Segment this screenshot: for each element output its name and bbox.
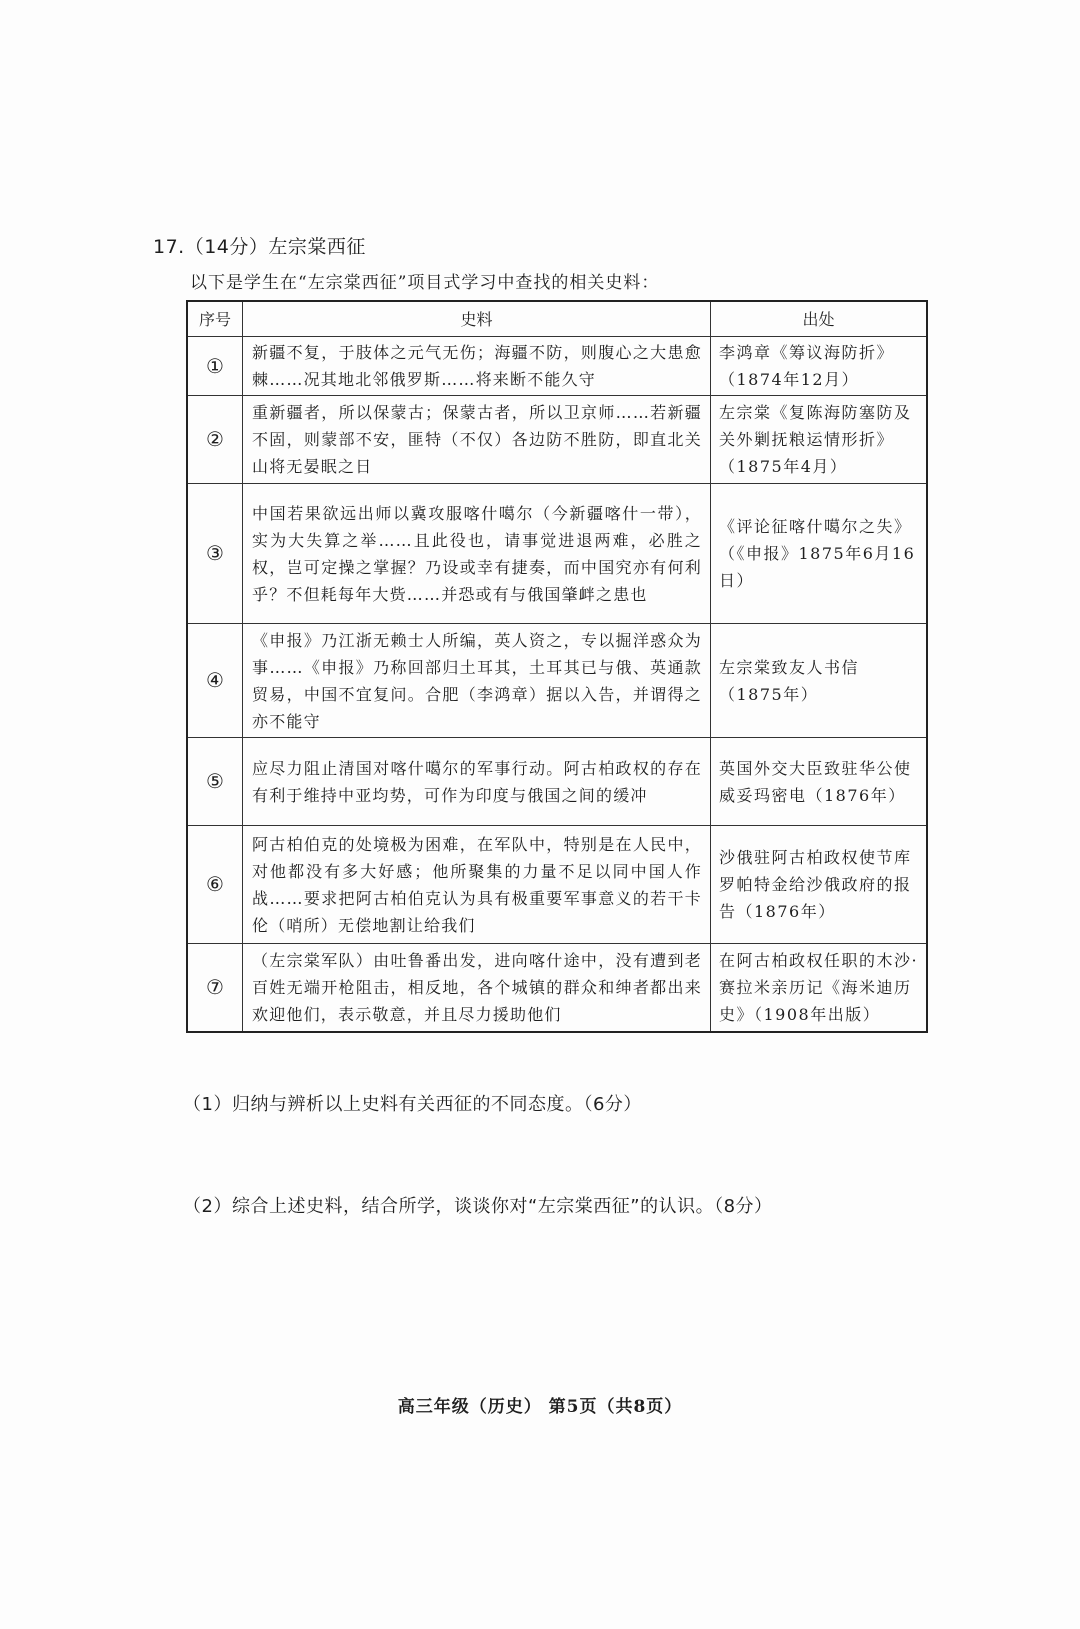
row-text: 阿古柏伯克的处境极为困难，在军队中，特别是在人民中，对他都没有多大好感；他所聚集的力量不足以同中国人作战……要求把阿古柏伯克认为具有极重要军事意义的若干卡伦（哨所）无偿地割让给我们: [243, 826, 711, 944]
question-title: 17.（14分）左宗棠西征: [153, 236, 366, 258]
row-source: 英国外交大臣致驻华公使威妥玛密电（1876年）: [711, 738, 928, 826]
row-number: ①: [187, 337, 243, 396]
table-row: [187, 826, 927, 944]
row-text: 应尽力阻止清国对喀什噶尔的军事行动。阿古柏政权的存在有利于维持中亚均势，可作为印度与俄国之间的缓冲: [243, 738, 711, 826]
row-text: 重新疆者，所以保蒙古；保蒙古者，所以卫京师……若新疆不固，则蒙部不安，匪特（不仅）各边防不胜防，即直北关山将无晏眠之日: [243, 396, 711, 484]
table-header-row: [187, 301, 927, 337]
header-number: 序号: [187, 301, 243, 337]
page-footer: 高三年级（历史） 第5页（共8页）: [397, 1397, 683, 1417]
table-row: [187, 396, 927, 484]
row-text: 《申报》乃江浙无赖士人所编，英人资之，专以掘洋惑众为事……《申报》乃称回部归土耳其，土耳其已与俄、英通款贸易，中国不宜复问。合肥（李鸿章）据以入告，并谓得之亦不能守: [243, 624, 711, 738]
row-number: ⑦: [187, 944, 243, 1032]
row-number: ⑥: [187, 826, 243, 944]
sub-question-1: （1）归纳与辨析以上史料有关西征的不同态度。（6分）: [183, 1094, 642, 1115]
header-text: 史料: [243, 301, 711, 337]
row-number: ②: [187, 396, 243, 484]
row-number: ④: [187, 624, 243, 738]
row-source: 《评论征喀什噶尔之失》（《申报》1875年6月16日）: [711, 484, 928, 624]
table-row: [187, 337, 927, 396]
source-table: [186, 300, 928, 1033]
row-source: 李鸿章《筹议海防折》（1874年12月）: [711, 337, 928, 396]
row-source: 左宗棠致友人书信（1875年）: [711, 624, 928, 738]
row-text: 新疆不复，于肢体之元气无伤；海疆不防，则腹心之大患愈棘……况其地北邻俄罗斯……将来断不能久守: [243, 337, 711, 396]
table-row: [187, 624, 927, 738]
header-source: 出处: [711, 301, 928, 337]
table-row: [187, 738, 927, 826]
row-source: 左宗棠《复陈海防塞防及关外剿抚粮运情形折》（1875年4月）: [711, 396, 928, 484]
row-number: ⑤: [187, 738, 243, 826]
row-source: 沙俄驻阿古柏政权使节库罗帕特金给沙俄政府的报告（1876年）: [711, 826, 928, 944]
table-row: [187, 484, 927, 624]
row-source: 在阿古柏政权任职的木沙·赛拉米亲历记《海米迪历史》（1908年出版）: [711, 944, 928, 1032]
question-intro: 以下是学生在“左宗棠西征”项目式学习中查找的相关史料：: [190, 273, 660, 293]
row-number: ③: [187, 484, 243, 624]
sub-question-2: （2）综合上述史料，结合所学，谈谈你对“左宗棠西征”的认识。（8分）: [183, 1196, 773, 1217]
table-row: [187, 944, 927, 1032]
row-text: （左宗棠军队）由吐鲁番出发，进向喀什途中，没有遭到老百姓无端开枪阻击，相反地，各个城镇的群众和绅者都出来欢迎他们，表示敬意，并且尽力援助他们: [243, 944, 711, 1032]
row-text: 中国若果欲远出师以冀攻服喀什噶尔（今新疆喀什一带），实为大失算之举……且此役也，请事觉进退两难，必胜之权，岂可定操之掌握？乃设或幸有捷奏，而中国究亦有何利乎？不但耗每年大赀……并恐或有与俄国肇衅之患也: [243, 484, 711, 624]
